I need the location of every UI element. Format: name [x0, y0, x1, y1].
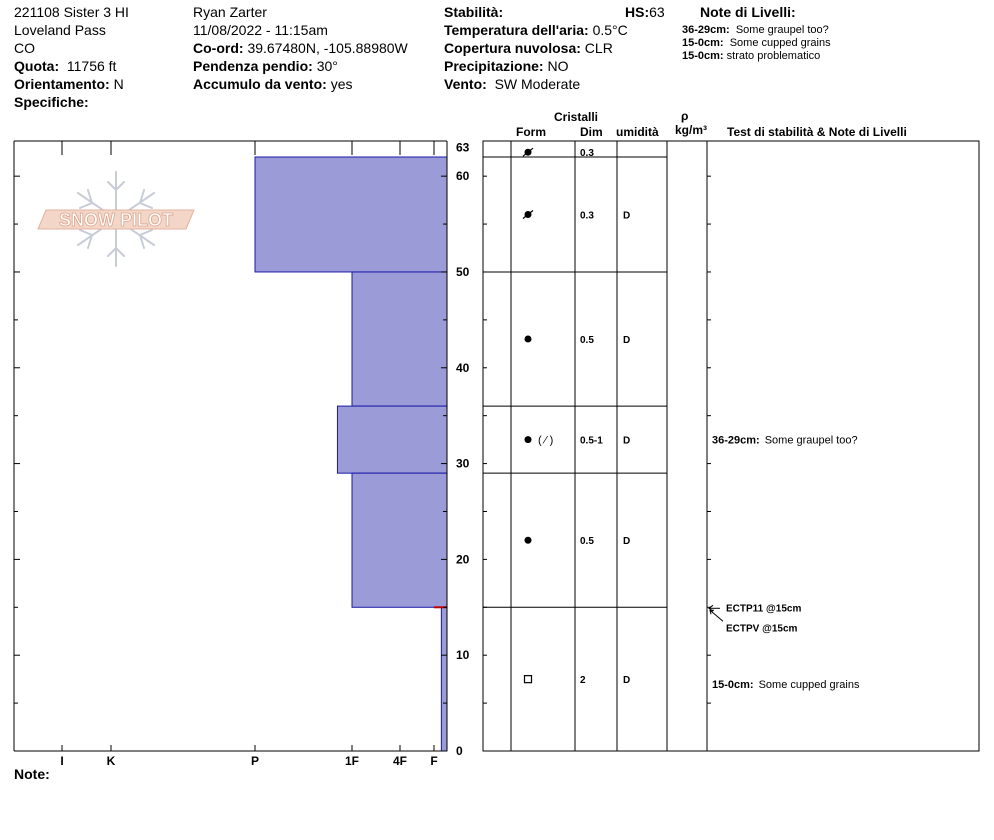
snow-height-value: 63 — [649, 4, 665, 20]
wetness-value: D — [623, 435, 631, 447]
test-arrow-line — [710, 610, 723, 621]
layer-comment-text: Some graupel too? — [764, 434, 858, 447]
layer-note-range: 15-0cm: — [682, 50, 724, 62]
faceted-crystals-icon — [525, 676, 532, 683]
stability-test-label: ECTP11 @15cm — [726, 603, 802, 615]
state: CO — [14, 40, 35, 56]
wind-loading-label: Accumulo da vento: — [193, 76, 327, 92]
wind-value: SW Moderate — [494, 76, 581, 92]
slope-value: 30° — [316, 58, 338, 74]
rounded-grains-icon — [525, 537, 532, 544]
layer-comment-range: 36-29cm: — [712, 434, 760, 447]
cloud-cover-label: Copertura nuvolosa: — [444, 40, 581, 56]
x-tick-label: 1F — [344, 754, 360, 768]
layer-note-text: strato problematico — [726, 50, 821, 62]
wetness-value: D — [623, 675, 631, 687]
y-tick-label: 30 — [456, 456, 470, 471]
layer-comment — [712, 679, 860, 691]
y-tick-label: 63 — [456, 140, 470, 155]
y-tick-label: 20 — [456, 552, 470, 567]
x-tick-label: 4F — [392, 754, 408, 768]
wind-label: Vento: — [444, 76, 487, 92]
slope-label: Pendenza pendio: — [193, 58, 313, 74]
rounded-grains-icon — [525, 436, 532, 443]
moisture-header: umidità — [616, 125, 659, 139]
x-tick-label: F — [430, 754, 438, 768]
layer-note-range: 15-0cm: — [682, 37, 724, 49]
layer-comment-text: Some cupped grains — [758, 678, 860, 691]
precipitation-label: Precipitazione: — [444, 58, 544, 74]
hardness-bar — [352, 272, 447, 406]
observer: Ryan Zarter — [193, 4, 267, 20]
datetime: 11/08/2022 - 11:15am — [193, 22, 328, 38]
form-header: Form — [516, 125, 546, 139]
layer-note-range: 36-29cm: — [682, 24, 730, 36]
grain-size-value: 0.3 — [580, 148, 594, 160]
air-temperature-value: 0.5°C — [592, 22, 628, 38]
coordinates-label: Co-ord: — [193, 40, 244, 56]
elevation-label: Quota: — [14, 58, 60, 74]
layer-note-text: Some cupped grains — [729, 37, 831, 49]
coordinates-value: 39.67480N, -105.88980W — [247, 40, 408, 56]
density-unit: kg/m³ — [675, 123, 708, 137]
secondary-form-label: ( ⁄ ) — [538, 434, 554, 447]
aspect-label: Orientamento: — [14, 76, 110, 92]
hardness-bar — [441, 607, 447, 751]
tests-header: Test di stabilità & Note di Livelli — [727, 125, 907, 139]
y-tick-label: 60 — [456, 169, 470, 184]
logo-text: SNOW PILOT — [59, 210, 173, 230]
hardness-bar — [337, 406, 447, 473]
grain-size-value: 0.5-1 — [580, 435, 603, 447]
aspect-value: N — [113, 76, 124, 92]
stability-test-label: ECTPV @15cm — [726, 623, 798, 635]
snow-height-label: HS: — [625, 4, 650, 20]
wetness-value: D — [623, 536, 631, 548]
snowpilot-logo — [38, 172, 194, 266]
x-tick-label: I — [60, 754, 64, 768]
wetness-value: D — [623, 210, 631, 222]
air-temperature-label: Temperatura dell'aria: — [444, 22, 589, 38]
x-tick-label: K — [106, 754, 116, 768]
grain-size-value: 0.5 — [580, 335, 594, 347]
location: Loveland Pass — [14, 22, 106, 38]
cloud-cover-value: CLR — [584, 40, 613, 56]
decomposing-fragments-icon — [523, 148, 533, 156]
grain-size-value: 0.3 — [580, 210, 594, 222]
grain-size-value: 0.5 — [580, 536, 594, 548]
layer-comment-range: 15-0cm: — [712, 678, 754, 691]
layer-comment — [712, 435, 858, 447]
hardness-bar — [352, 473, 447, 607]
y-tick-label: 0 — [456, 744, 463, 758]
site-name: 221108 Sister 3 HI — [14, 4, 129, 20]
hardness-bar — [255, 157, 447, 272]
specifics-label: Specifiche: — [14, 94, 89, 110]
layer-notes-title: Note di Livelli: — [700, 4, 796, 20]
crystals-header: Cristalli — [554, 110, 599, 124]
y-tick-label: 40 — [456, 360, 470, 375]
y-tick-label: 10 — [456, 648, 470, 663]
density-symbol: ρ — [681, 109, 689, 123]
size-header: Dim — [580, 125, 603, 139]
x-tick-label: P — [250, 754, 260, 768]
stability-label: Stabilità: — [444, 4, 504, 20]
notes-label: Note: — [14, 766, 50, 782]
elevation-value: 11756 ft — [66, 58, 117, 74]
grain-size-value: 2 — [580, 675, 586, 687]
y-tick-label: 50 — [456, 264, 470, 279]
layer-note-text: Some graupel too? — [735, 24, 829, 36]
rounded-grains-icon — [525, 336, 532, 343]
wetness-value: D — [623, 335, 631, 347]
precipitation-value: NO — [547, 58, 569, 74]
wind-loading-value: yes — [330, 76, 353, 92]
decomposing-fragments-icon — [523, 210, 533, 218]
